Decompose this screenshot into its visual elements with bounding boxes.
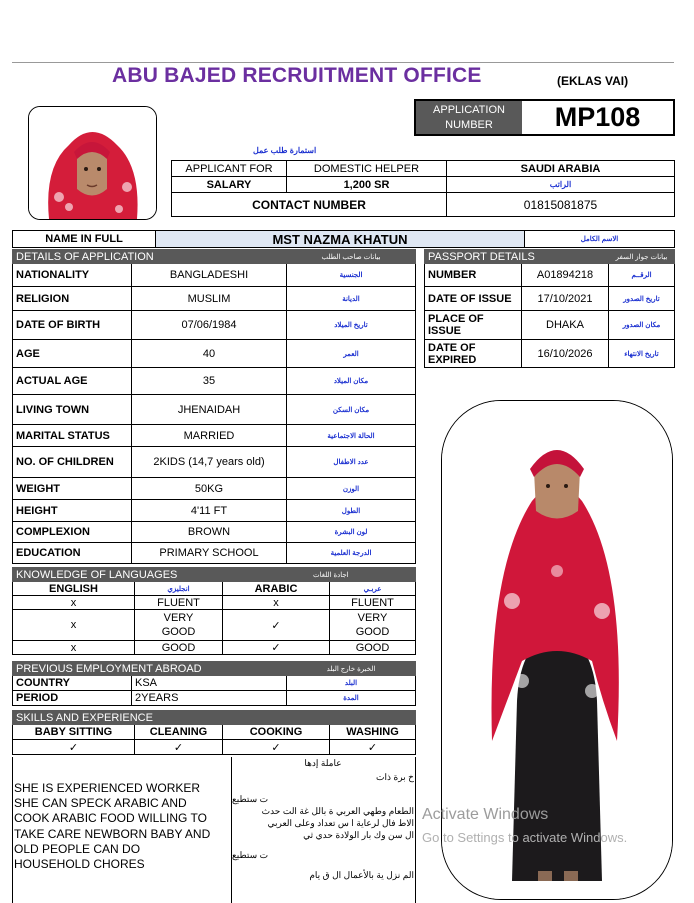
experience-description-ar: عاملة إدها خ برة ذات ت ستطيع الطعام وطهي العربي ة بالل غة الت حدث الاط فال لرعاية ا س تعداد وعلى العربي ال سن وك بار الولادة حدي ثي ت ستطيع الم نزل ية بالأعمال ال ق يام bbox=[232, 758, 414, 880]
skill-mark: ✓ bbox=[330, 740, 416, 755]
lang-mark: x bbox=[13, 610, 135, 641]
application-number-label: APPLICATION NUMBER bbox=[416, 101, 522, 134]
passport-label-ar: الرقــم bbox=[609, 264, 675, 287]
languages-header: KNOWLEDGE OF LANGUAGES bbox=[13, 568, 223, 582]
detail-value: MARRIED bbox=[132, 425, 287, 447]
applicant-table bbox=[171, 160, 675, 217]
period-label-ar: المدة bbox=[287, 691, 416, 706]
detail-value: 4'11 FT bbox=[132, 500, 287, 522]
detail-value: 2KIDS (14,7 years old) bbox=[132, 447, 287, 478]
application-number-box bbox=[414, 99, 675, 136]
detail-label-ar: عدد الاطفال bbox=[287, 447, 416, 478]
salary-label-ar: الراتب bbox=[447, 177, 675, 193]
name-label-ar: الاسم الكامل bbox=[525, 231, 675, 248]
detail-label: RELIGION bbox=[13, 287, 132, 311]
employment-country: KSA bbox=[132, 676, 287, 691]
lang-mark: ✓ bbox=[223, 610, 330, 641]
lang-mark: x bbox=[13, 641, 135, 655]
skill-mark: ✓ bbox=[223, 740, 330, 755]
detail-value: PRIMARY SCHOOL bbox=[132, 543, 287, 564]
details-header-ar: بيانات صاحب الطلب bbox=[287, 250, 416, 264]
skills-header: SKILLS AND EXPERIENCE bbox=[13, 711, 416, 725]
detail-value: JHENAIDAH bbox=[132, 395, 287, 425]
detail-value: 50KG bbox=[132, 478, 287, 500]
lang-level: GOOD bbox=[330, 641, 416, 655]
employment-header: PREVIOUS EMPLOYMENT ABROAD bbox=[13, 662, 287, 676]
detail-label: HEIGHT bbox=[13, 500, 132, 522]
agent-name: (EKLAS VAI) bbox=[557, 74, 629, 88]
detail-label: LIVING TOWN bbox=[13, 395, 132, 425]
arabic-label-ar: عربـي bbox=[330, 582, 416, 596]
passport-label: DATE OF EXPIRED bbox=[425, 340, 522, 368]
detail-label-ar: الجنسية bbox=[287, 264, 416, 287]
period-label: PERIOD bbox=[13, 691, 132, 706]
lang-level: GOOD bbox=[135, 641, 223, 655]
detail-label: MARITAL STATUS bbox=[13, 425, 132, 447]
passport-value: 17/10/2021 bbox=[522, 287, 609, 311]
details-header: DETAILS OF APPLICATION bbox=[13, 250, 287, 264]
skill-label: WASHING bbox=[330, 725, 416, 740]
lang-mark: x bbox=[13, 596, 135, 610]
detail-value: 40 bbox=[132, 340, 287, 368]
country-label-ar: البلد bbox=[287, 676, 416, 691]
lang-mark: x bbox=[223, 596, 330, 610]
country-label: COUNTRY bbox=[13, 676, 132, 691]
passport-label-ar: تاريخ الانتهاء bbox=[609, 340, 675, 368]
detail-value: 35 bbox=[132, 368, 287, 395]
applicant-photo-small bbox=[28, 106, 157, 220]
lang-level: VERY GOOD bbox=[135, 610, 223, 641]
detail-label: NATIONALITY bbox=[13, 264, 132, 287]
skill-mark: ✓ bbox=[13, 740, 135, 755]
employment-period: 2YEARS bbox=[132, 691, 287, 706]
detail-label: AGE bbox=[13, 340, 132, 368]
passport-label: NUMBER bbox=[425, 264, 522, 287]
passport-value: A01894218 bbox=[522, 264, 609, 287]
passport-label-ar: تاريخ الصدور bbox=[609, 287, 675, 311]
detail-label: WEIGHT bbox=[13, 478, 132, 500]
arabic-form-title: استمارة طلب عمل bbox=[253, 146, 317, 155]
detail-label-ar: الدرجة العلمية bbox=[287, 543, 416, 564]
lang-mark: ✓ bbox=[223, 641, 330, 655]
details-table bbox=[12, 249, 416, 564]
detail-label: COMPLEXION bbox=[13, 522, 132, 543]
experience-description: SHE IS EXPERIENCED WORKER SHE CAN SPECK ARABIC AND COOK ARABIC FOOD WILLING TO TAKE CARE NEWBORN BABY AND OLD PEOPLE CAN DO HOUSEHOLD CHORES bbox=[14, 781, 211, 872]
detail-value: MUSLIM bbox=[132, 287, 287, 311]
passport-header-ar: بيانات جواز السفر bbox=[609, 250, 675, 264]
languages-header-ar: اجادة اللغات bbox=[223, 568, 416, 582]
passport-header: PASSPORT DETAILS bbox=[425, 250, 609, 264]
detail-label: NO. OF CHILDREN bbox=[13, 447, 132, 478]
languages-table bbox=[12, 567, 416, 655]
detail-label-ar: الوزن bbox=[287, 478, 416, 500]
skill-label: BABY SITTING bbox=[13, 725, 135, 740]
detail-label: EDUCATION bbox=[13, 543, 132, 564]
passport-label-ar: مكان الصدور bbox=[609, 311, 675, 340]
lang-level: FLUENT bbox=[330, 596, 416, 610]
detail-label-ar: مكان السكن bbox=[287, 395, 416, 425]
detail-label: DATE OF BIRTH bbox=[13, 311, 132, 340]
detail-value: 07/06/1984 bbox=[132, 311, 287, 340]
name-table bbox=[12, 230, 675, 248]
salary-value: 1,200 SR bbox=[287, 177, 447, 193]
passport-label: DATE OF ISSUE bbox=[425, 287, 522, 311]
detail-label-ar: تاريخ الميلاد bbox=[287, 311, 416, 340]
activate-windows-hint: Go to Settings to activate Windows. bbox=[422, 830, 628, 845]
application-number: MP108 bbox=[554, 102, 641, 132]
country-value: SAUDI ARABIA bbox=[447, 161, 675, 177]
salary-label: SALARY bbox=[172, 177, 287, 193]
employment-table bbox=[12, 661, 416, 706]
skill-label: COOKING bbox=[223, 725, 330, 740]
skill-label: CLEANING bbox=[135, 725, 223, 740]
top-rule bbox=[12, 62, 674, 63]
passport-value: DHAKA bbox=[522, 311, 609, 340]
detail-value: BANGLADESHI bbox=[132, 264, 287, 287]
applicant-photo-full bbox=[441, 400, 673, 900]
passport-table bbox=[424, 249, 675, 368]
contact-label: CONTACT NUMBER bbox=[172, 193, 447, 217]
english-label: ENGLISH bbox=[13, 582, 135, 596]
passport-label: PLACE OF ISSUE bbox=[425, 311, 522, 340]
applicant-for-label: APPLICANT FOR bbox=[172, 161, 287, 177]
activate-windows-title: Activate Windows bbox=[422, 806, 549, 823]
lang-level: VERY GOOD bbox=[330, 610, 416, 641]
detail-label-ar: الطول bbox=[287, 500, 416, 522]
office-title: ABU BAJED RECRUITMENT OFFICE bbox=[112, 64, 482, 87]
arabic-label: ARABIC bbox=[223, 582, 330, 596]
skills-table bbox=[12, 710, 416, 755]
detail-value: BROWN bbox=[132, 522, 287, 543]
passport-value: 16/10/2026 bbox=[522, 340, 609, 368]
lang-level: FLUENT bbox=[135, 596, 223, 610]
position-value: DOMESTIC HELPER bbox=[287, 161, 447, 177]
employment-header-ar: الخبرة خارج البلد bbox=[287, 662, 416, 676]
name-label: NAME IN FULL bbox=[13, 231, 156, 248]
detail-label-ar: الحالة الاجتماعية bbox=[287, 425, 416, 447]
detail-label-ar: العمر bbox=[287, 340, 416, 368]
english-label-ar: انجليزي bbox=[135, 582, 223, 596]
detail-label-ar: مكان الميلاد bbox=[287, 368, 416, 395]
detail-label-ar: لون البشرة bbox=[287, 522, 416, 543]
detail-label-ar: الديانة bbox=[287, 287, 416, 311]
applicant-name: MST NAZMA KHATUN bbox=[156, 231, 525, 248]
skill-mark: ✓ bbox=[135, 740, 223, 755]
contact-value: 01815081875 bbox=[447, 193, 675, 217]
detail-label: ACTUAL AGE bbox=[13, 368, 132, 395]
